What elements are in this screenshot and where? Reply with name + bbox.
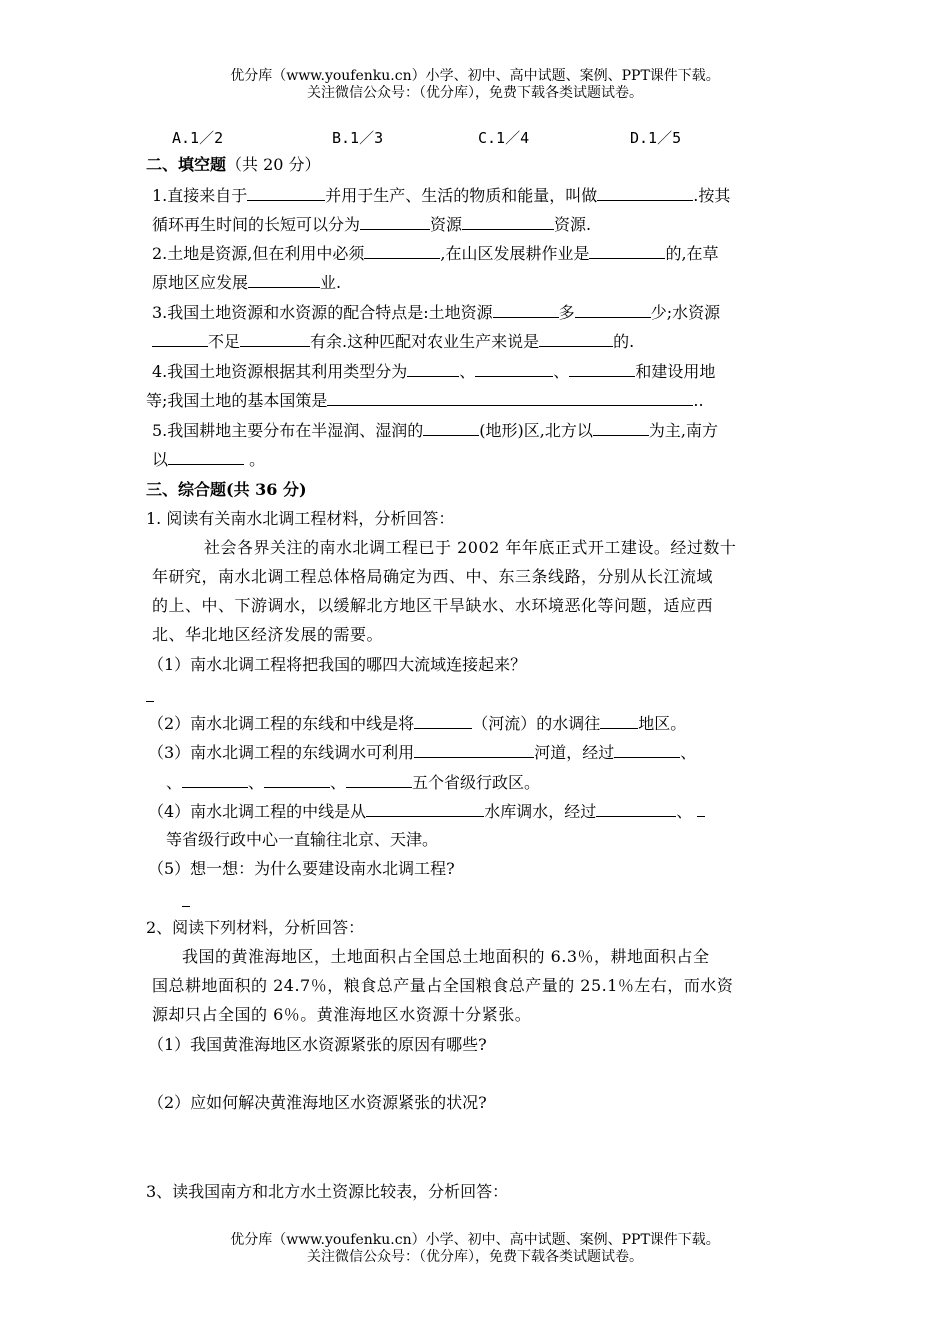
text: 水库调水，经过 bbox=[484, 802, 597, 821]
header-line-2: 关注微信公众号：（优分库），免费下载各类试题试卷。 bbox=[307, 85, 643, 101]
option-d: D.1／5 bbox=[630, 129, 682, 147]
page-footer bbox=[0, 1232, 950, 1266]
text: 2.土地是资源,但在利用中必须 bbox=[152, 244, 365, 263]
text: 资源. bbox=[554, 215, 592, 234]
blank[interactable] bbox=[575, 300, 651, 318]
footer-line-2: 关注微信公众号：（优分库），免费下载各类试题试卷。 bbox=[307, 1249, 643, 1265]
text: 以 bbox=[152, 450, 169, 469]
text: 、 bbox=[248, 773, 265, 792]
text: 、 bbox=[680, 743, 697, 762]
blank[interactable] bbox=[414, 740, 534, 758]
blank[interactable] bbox=[600, 711, 638, 729]
q1-sub2 bbox=[148, 711, 686, 736]
q2-material-line: 我国的黄淮海地区，土地面积占全国总土地面积的 6.3％，耕地面积占全 bbox=[182, 947, 710, 966]
blank[interactable] bbox=[407, 359, 459, 377]
text: （2）南水北调工程的东线和中线是将 bbox=[148, 714, 415, 733]
section-3-title: 三、综合题(共 36 分) bbox=[146, 480, 307, 499]
blank[interactable] bbox=[360, 212, 430, 230]
text: 多 bbox=[558, 303, 575, 322]
text: （3）南水北调工程的东线调水可利用 bbox=[148, 743, 415, 762]
fill-q2-line2 bbox=[152, 270, 341, 295]
page-header bbox=[0, 68, 950, 102]
blank[interactable] bbox=[462, 212, 554, 230]
text: .. bbox=[693, 391, 704, 410]
text: 五个省级行政区。 bbox=[412, 773, 541, 792]
blank[interactable] bbox=[614, 740, 680, 758]
text: 4.我国土地资源根据其利用类型分为 bbox=[152, 362, 408, 381]
blank[interactable] bbox=[240, 329, 310, 347]
q2-sub2: （2）应如何解决黄淮海地区水资源紧张的状况? bbox=[148, 1093, 487, 1112]
blank[interactable] bbox=[264, 770, 330, 788]
text: 循环再生时间的长短可以分为 bbox=[152, 215, 361, 234]
blank[interactable] bbox=[423, 418, 479, 436]
blank[interactable] bbox=[152, 329, 208, 347]
text: 、 bbox=[166, 773, 183, 792]
q3-title: 3、读我国南方和北方水土资源比较表，分析回答： bbox=[146, 1182, 509, 1201]
blank[interactable] bbox=[539, 329, 613, 347]
text: 。 bbox=[249, 450, 266, 469]
q1-material-line: 社会各界关注的南水北调工程已于 2002 年年底正式开工建设。经过数十 bbox=[204, 538, 737, 557]
text: 并用于生产、生活的物质和能量，叫做 bbox=[325, 186, 598, 205]
q1-sub3-line2 bbox=[166, 770, 540, 795]
text: 的,在草 bbox=[665, 244, 719, 263]
text: 不足 bbox=[208, 332, 241, 351]
header-line-1: 优分库（www.youfenku.cn）小学、初中、高中试题、案例、PPT课件下载。 bbox=[230, 68, 720, 84]
text: （4）南水北调工程的中线是从 bbox=[148, 802, 367, 821]
text: 为主,南方 bbox=[648, 421, 718, 440]
blank[interactable] bbox=[597, 183, 693, 201]
q1-title: 1. 阅读有关南水北调工程材料，分析回答： bbox=[146, 509, 455, 528]
blank[interactable] bbox=[182, 889, 190, 907]
blank[interactable] bbox=[327, 388, 693, 406]
text: (地形)区,北方以 bbox=[479, 421, 593, 440]
q1-material-line: 的上、中、下游调水，以缓解北方地区干旱缺水、水环境恶化等问题，适应西 bbox=[152, 596, 714, 615]
blank[interactable] bbox=[182, 770, 248, 788]
fill-q1-line1 bbox=[152, 183, 730, 208]
answer-options bbox=[172, 126, 790, 150]
text: 有余.这种匹配对农业生产来说是 bbox=[310, 332, 540, 351]
q1-sub5: （5）想一想：为什么要建设南水北调工程? bbox=[148, 859, 455, 878]
q2-title: 2、阅读下列材料，分析回答： bbox=[146, 918, 365, 937]
blank[interactable] bbox=[596, 799, 676, 817]
blank[interactable] bbox=[346, 770, 412, 788]
fill-q4-line1 bbox=[152, 359, 715, 384]
text: 业. bbox=[320, 273, 342, 292]
blank[interactable] bbox=[146, 684, 154, 702]
text: 、 bbox=[553, 362, 570, 381]
q2-material-line: 源却只占全国的 6％。黄淮海地区水资源十分紧张。 bbox=[152, 1005, 532, 1024]
text: 的. bbox=[613, 332, 635, 351]
blank[interactable] bbox=[569, 359, 635, 377]
fill-q2-line1 bbox=[152, 241, 719, 266]
blank[interactable] bbox=[493, 300, 559, 318]
text: 河道，经过 bbox=[534, 743, 615, 762]
option-c: C.1／4 bbox=[478, 129, 530, 147]
text: 资源 bbox=[430, 215, 463, 234]
q2-sub1: （1）我国黄淮海地区水资源紧张的原因有哪些? bbox=[148, 1035, 487, 1054]
fill-q3-line2 bbox=[152, 329, 634, 354]
text: ,在山区发展耕作业是 bbox=[440, 244, 590, 263]
q1-material-line: 年研究，南水北调工程总体格局确定为西、中、东三条线路，分别从长江流域 bbox=[152, 567, 714, 586]
q1-sub4-line2: 等省级行政中心一直输往北京、天津。 bbox=[166, 830, 439, 849]
text: .按其 bbox=[693, 186, 731, 205]
blank[interactable] bbox=[593, 418, 649, 436]
text: 原地区应发展 bbox=[152, 273, 249, 292]
text: 5.我国耕地主要分布在半湿润、湿润的 bbox=[152, 421, 424, 440]
section-2-heading: 二、填空题 bbox=[146, 155, 227, 174]
blank[interactable] bbox=[414, 711, 472, 729]
section-2-title bbox=[146, 153, 321, 177]
blank[interactable] bbox=[168, 447, 244, 465]
text: 和建设用地 bbox=[635, 362, 716, 381]
fill-q5-line1 bbox=[152, 418, 718, 443]
text: 少;水资源 bbox=[650, 303, 721, 322]
blank[interactable] bbox=[248, 270, 320, 288]
blank[interactable] bbox=[697, 799, 705, 817]
blank[interactable] bbox=[364, 241, 440, 259]
fill-q4-line2 bbox=[146, 388, 704, 413]
text: 、 bbox=[459, 362, 476, 381]
text: 、 bbox=[330, 773, 347, 792]
text: 等;我国土地的基本国策是 bbox=[146, 391, 328, 410]
text: （河流）的水调往 bbox=[472, 714, 601, 733]
blank[interactable] bbox=[475, 359, 553, 377]
answer-line[interactable] bbox=[182, 889, 190, 914]
fill-q5-line2 bbox=[152, 447, 265, 472]
section-2-score: （共 20 分） bbox=[226, 155, 321, 174]
q2-material-line: 国总耕地面积的 24.7％，粮食总产量占全国粮食总产量的 25.1％左右，而水资 bbox=[152, 976, 734, 995]
fill-q3-line1 bbox=[152, 300, 720, 325]
q1-sub3-line1 bbox=[148, 740, 696, 765]
q1-sub1: （1）南水北调工程将把我国的哪四大流域连接起来？ bbox=[148, 655, 527, 674]
text: 、 bbox=[676, 802, 693, 821]
blank[interactable] bbox=[247, 183, 325, 201]
text: 1.直接来自于 bbox=[152, 186, 248, 205]
blank[interactable] bbox=[366, 799, 484, 817]
option-b: B.1／3 bbox=[332, 129, 384, 147]
q1-sub4-line1 bbox=[148, 799, 705, 824]
answer-line[interactable] bbox=[146, 684, 154, 709]
fill-q1-line2 bbox=[152, 212, 591, 237]
text: 地区。 bbox=[638, 714, 687, 733]
option-a: A.1／2 bbox=[172, 129, 224, 147]
q1-material-line: 北、华北地区经济发展的需要。 bbox=[152, 625, 384, 644]
text: 3.我国土地资源和水资源的配合特点是:土地资源 bbox=[152, 303, 493, 322]
blank[interactable] bbox=[589, 241, 665, 259]
footer-line-1: 优分库（www.youfenku.cn）小学、初中、高中试题、案例、PPT课件下载。 bbox=[230, 1232, 720, 1248]
